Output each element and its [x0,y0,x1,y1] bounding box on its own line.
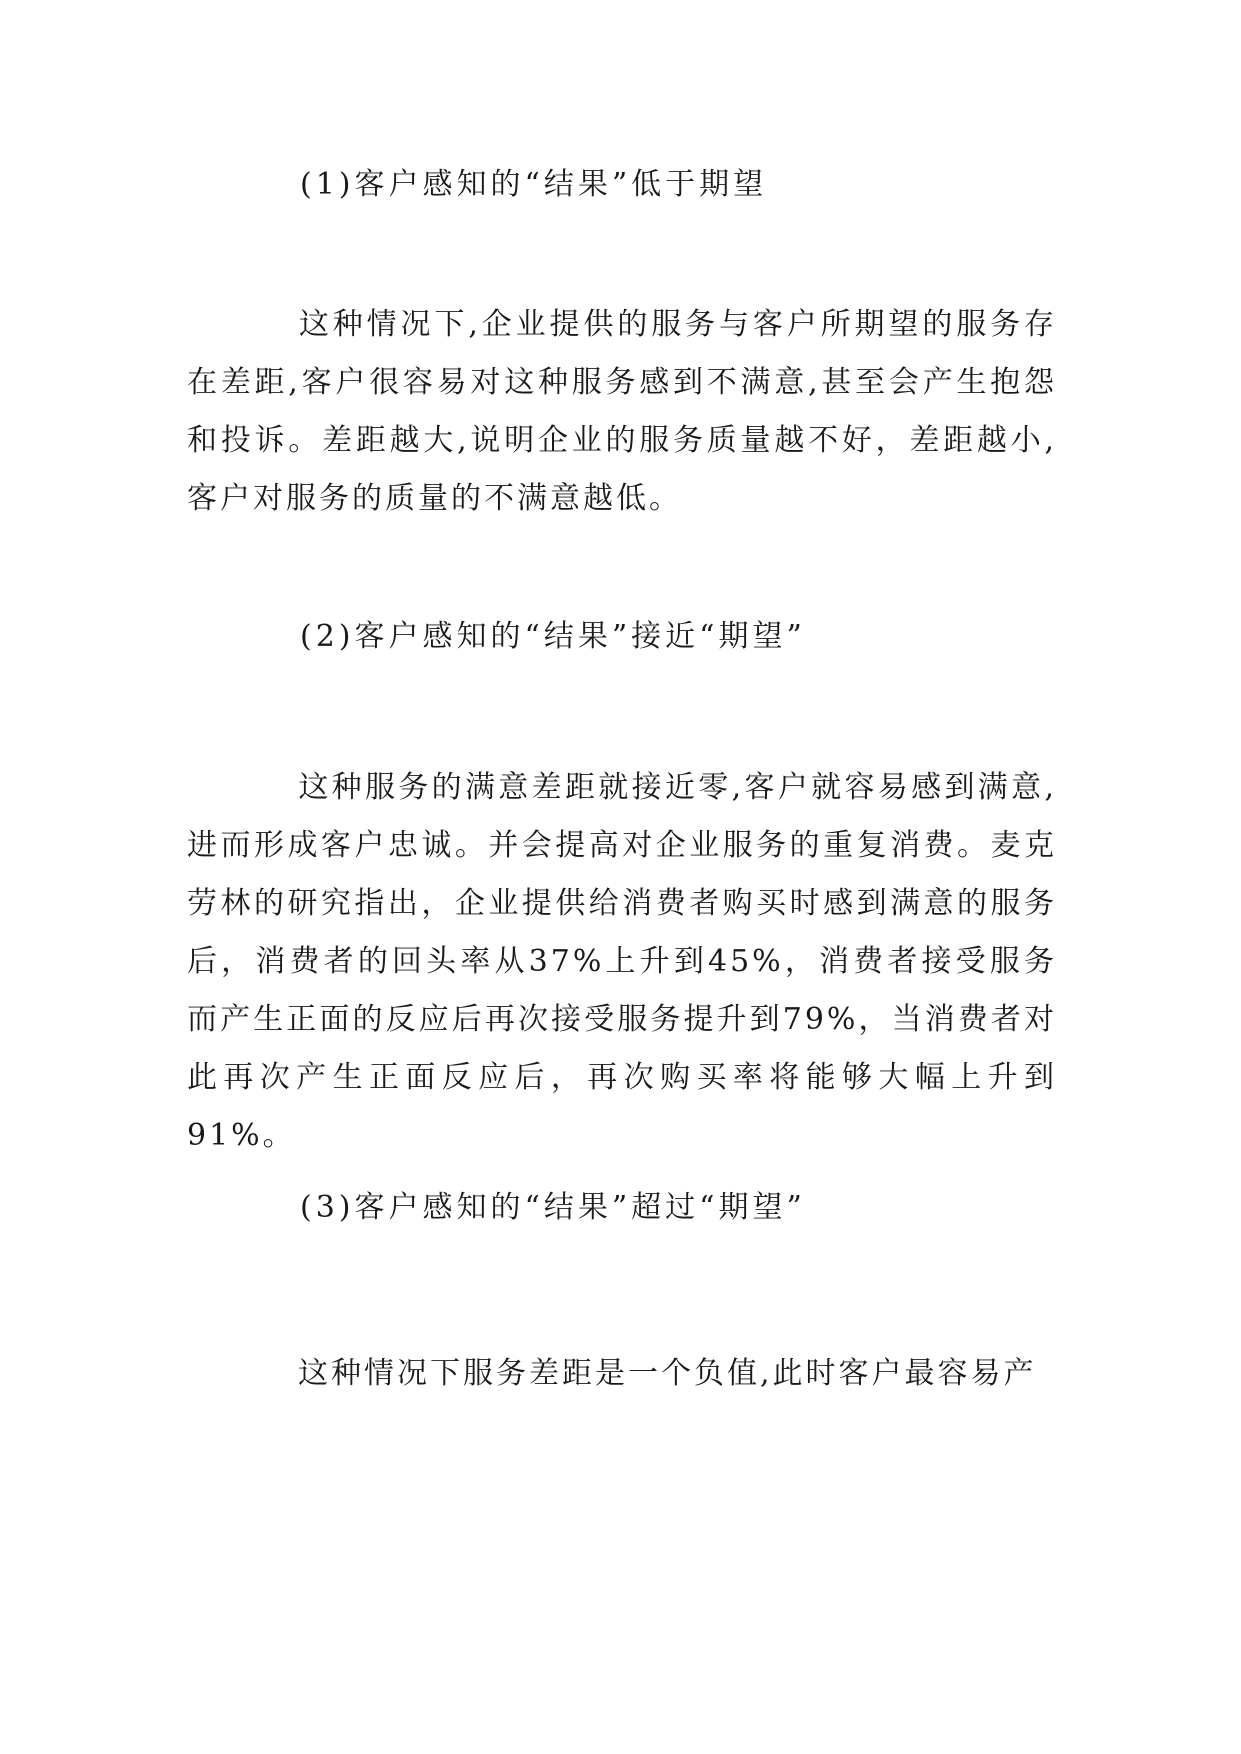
section-paragraph-1-text: 这种情况下,企业提供的服务与客户所期望的服务存在差距,客户很容易对这种服务感到不满意,甚至会产生抱怨和投诉。差距越大,说明企业的服务质量越不好，差距越小,客户对服务的质量的不满意越低。 [187,307,1057,516]
section-heading-2: (2)客户感知的“结果”接近“期望” [300,619,806,654]
section-heading-1: (1)客户感知的“结果”低于期望 [300,167,768,202]
section-paragraph-1 [187,296,1057,528]
section-paragraph-3 [187,1345,1057,1403]
section-paragraph-2-text: 这种服务的满意差距就接近零,客户就容易感到满意,进而形成客户忠诚。并会提高对企业服务的重复消费。麦克劳林的研究指出，企业提供给消费者购买时感到满意的服务后，消费者的回头率从37%上升到45%，消费者接受服务而产生正面的反应后再次接受服务提升到79%，当消费者对此再次产生正面反应后，再次购买率将能够大幅上升到91%。 [187,770,1057,1153]
section-paragraph-2 [187,759,1057,1165]
section-heading-3: (3)客户感知的“结果”超过“期望” [300,1190,806,1225]
section-paragraph-3-text: 这种情况下服务差距是一个负值,此时客户最容易产 [298,1356,1037,1391]
